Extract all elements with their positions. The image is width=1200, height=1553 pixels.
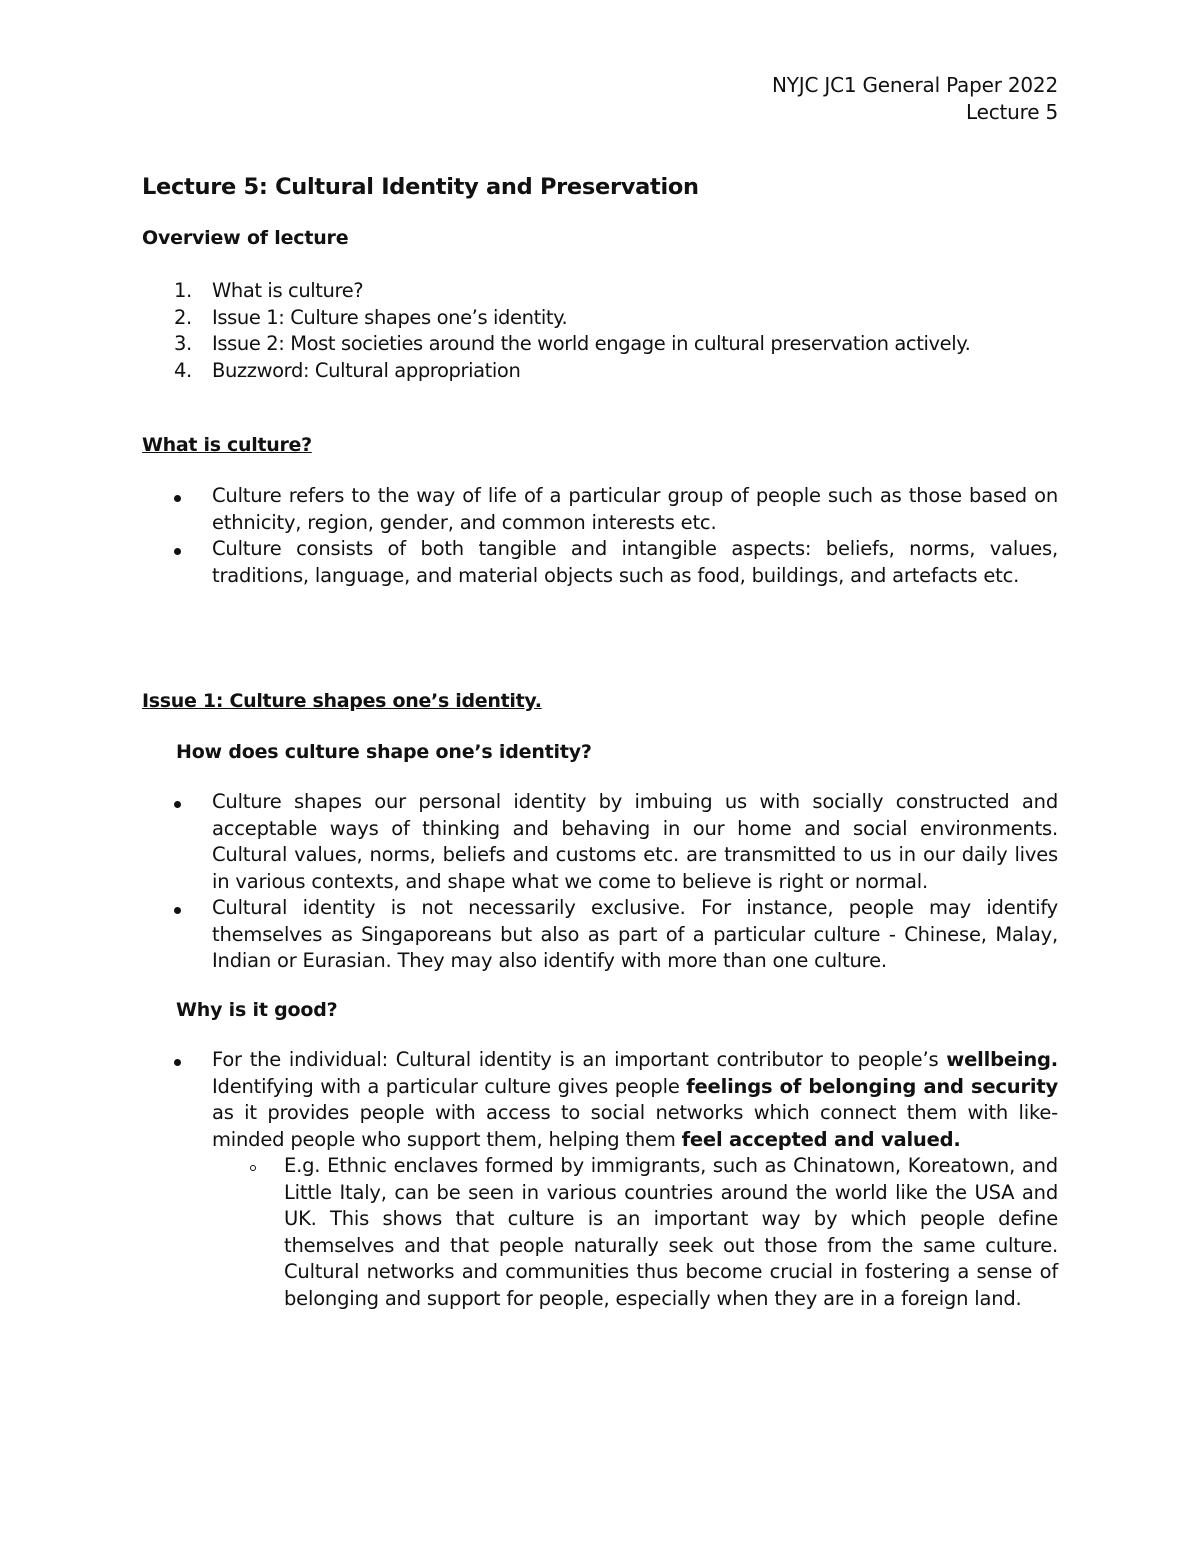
list-item: [142, 1047, 1058, 1312]
emphasis-wellbeing: wellbeing.: [946, 1048, 1058, 1071]
what-is-culture-heading: What is culture?: [142, 434, 312, 456]
bullet-icon: [174, 801, 181, 808]
bullet-icon: [174, 548, 181, 555]
text-part: For the individual: Cultural identity is an important contributor to people’s: [212, 1048, 947, 1071]
text-part: Identifying with a particular culture gives people: [212, 1074, 687, 1098]
list-item: [142, 358, 1062, 385]
why-list: [142, 1047, 1058, 1312]
bullet-icon: [174, 907, 181, 914]
bullet-icon: [174, 1059, 181, 1066]
how-heading: How does culture shape one’s identity?: [176, 741, 592, 763]
item-text: Buzzword: Cultural appropriation: [212, 358, 521, 382]
emphasis-accepted: feel accepted and valued.: [681, 1127, 961, 1151]
emphasis-belonging: feelings of belonging and security: [686, 1074, 1058, 1098]
item-number: 4.: [174, 358, 192, 382]
item-text: Cultural identity is not necessarily exclusive. For instance, people may identify themselves as Singaporeans but also as part of a particular culture - Chinese, Malay, Indian or Eurasian. They may also identify with more than one culture.: [212, 896, 1058, 972]
example-list: [212, 1153, 1058, 1312]
list-item: [142, 536, 1058, 589]
header-lecture: Lecture 5: [966, 100, 1058, 124]
document-title: Lecture 5: Cultural Identity and Preservation: [142, 174, 699, 200]
header-course: NYJC JC1 General Paper 2022: [771, 73, 1058, 97]
item-number: 3.: [174, 332, 192, 355]
list-item: [142, 305, 1062, 332]
overview-list: [142, 278, 1062, 384]
list-item: [212, 1153, 1058, 1312]
item-text: Culture refers to the way of life of a particular group of people such as those based on ethnicity, region, gender, and common interests etc.: [212, 484, 1058, 534]
bullet-icon: [174, 495, 181, 502]
item-text: Culture shapes our personal identity by imbuing us with socially constructed and acceptable ways of thinking and behaving in our home and social environments. Cultural values, norms, beliefs and customs etc. are transmitted to us in our daily lives in various contexts, and shape what we come to believe is right or normal.: [212, 790, 1058, 893]
issue1-heading: Issue 1: Culture shapes one’s identity.: [142, 690, 542, 712]
list-item: [142, 331, 1062, 358]
item-text: Culture consists of both tangible and intangible aspects: beliefs, norms, values, traditions, language, and material objects such as food, buildings, and artefacts etc.: [212, 537, 1058, 587]
item-number: 2.: [174, 305, 192, 329]
why-heading: Why is it good?: [176, 999, 338, 1021]
item-text: Issue 2: Most societies around the world engage in cultural preservation actively.: [212, 332, 971, 355]
page-header: [772, 72, 1058, 126]
culture-definition-list: [142, 483, 1058, 589]
hollow-bullet-icon: [250, 1165, 256, 1171]
item-number: 1.: [174, 279, 192, 302]
item-text: What is culture?: [212, 279, 364, 302]
overview-heading: Overview of lecture: [142, 227, 349, 249]
list-item: [142, 895, 1058, 975]
list-item: [142, 278, 1062, 305]
how-list: [142, 789, 1058, 975]
item-text: Issue 1: Culture shapes one’s identity.: [212, 305, 568, 329]
list-item: [142, 483, 1058, 536]
list-item: [142, 789, 1058, 895]
example-text: E.g. Ethnic enclaves formed by immigrants, such as Chinatown, Koreatown, and Little Italy, can be seen in various countries around the world like the USA and UK. This shows that culture is an important way by which people define themselves and that people naturally seek out those from the same culture. Cultural networks and communities thus become crucial in fostering a sense of belonging and support for people, especially when they are in a foreign land.: [284, 1154, 1058, 1310]
text-part: as it provides people with access to social networks which connect them with like-minded people who support them, helping them: [212, 1101, 1058, 1151]
